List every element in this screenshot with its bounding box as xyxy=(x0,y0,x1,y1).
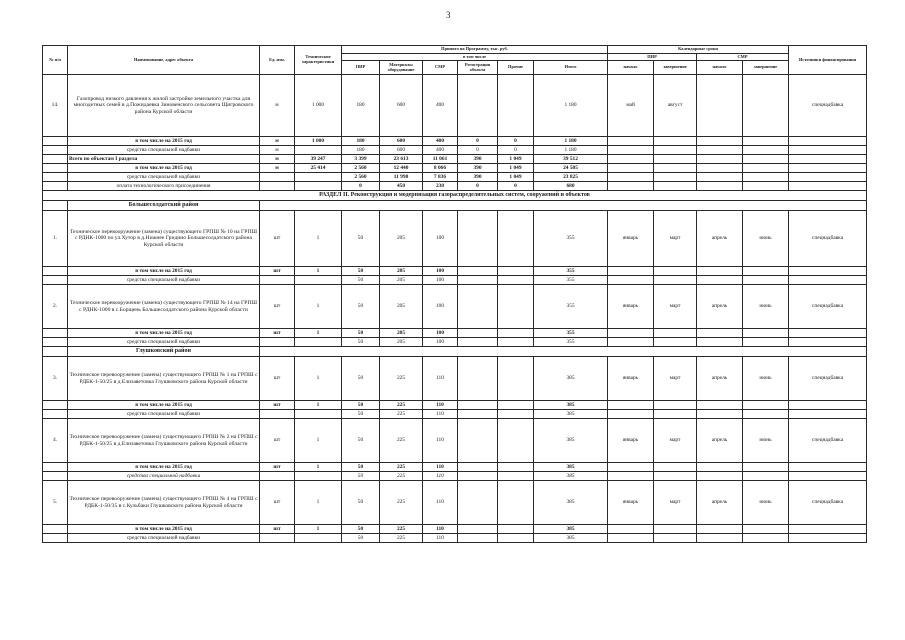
row-materials: 600 xyxy=(380,75,423,137)
row-total: 385 xyxy=(534,463,608,472)
row-smr: 110 xyxy=(423,525,458,534)
row-tech: 1 000 xyxy=(295,137,342,146)
row-tech: 1 000 xyxy=(295,75,342,137)
row-materials: 23 613 xyxy=(380,155,423,164)
row-label: средства специальной надбавки xyxy=(68,146,260,155)
row-tech: 1 xyxy=(295,285,342,329)
col-source-header: Источники финансирования xyxy=(789,46,867,75)
row-pir-end: март xyxy=(654,285,697,329)
row-materials: 225 xyxy=(380,410,423,419)
row-unit: шт xyxy=(260,419,295,463)
row-unit xyxy=(260,173,295,182)
row-tech: 1 xyxy=(295,211,342,267)
header-row-1 xyxy=(43,46,867,54)
row-materials: 205 xyxy=(380,267,423,276)
row-smr: 400 xyxy=(423,137,458,146)
table-row xyxy=(43,419,867,463)
row-label: средства специальной надбавки xyxy=(68,338,260,347)
row-source: спецнадбавка xyxy=(789,75,867,137)
row-materials: 205 xyxy=(380,276,423,285)
row-smr-start: апрель xyxy=(697,419,743,463)
row-reg xyxy=(458,75,498,137)
row-unit xyxy=(260,182,295,191)
row-total: 1 180 xyxy=(534,137,608,146)
row-label: средства специальной надбавки xyxy=(68,276,260,285)
row-num: 5. xyxy=(43,481,68,525)
row-tech: 1 xyxy=(295,267,342,276)
program-table xyxy=(42,45,867,543)
row-smr: 230 xyxy=(423,182,458,191)
table-row xyxy=(43,357,867,401)
row-pir: 50 xyxy=(342,525,380,534)
row-label: Всего по объектам I раздела xyxy=(68,155,260,164)
row-unit: м xyxy=(260,155,295,164)
row-reg: 0 xyxy=(458,146,498,155)
row-tech xyxy=(295,146,342,155)
row-pir: 50 xyxy=(342,338,380,347)
row-smr: 110 xyxy=(423,534,458,543)
row-smr: 100 xyxy=(423,276,458,285)
row-unit: шт xyxy=(260,525,295,534)
row-smr: 400 xyxy=(423,75,458,137)
row-total: 385 xyxy=(534,472,608,481)
row-pir: 50 xyxy=(342,463,380,472)
row-num: 2. xyxy=(43,285,68,329)
col-tech-header: Технические характеристики xyxy=(295,46,342,75)
row-smr: 110 xyxy=(423,401,458,410)
row-unit: м xyxy=(260,164,295,173)
row-smr: 100 xyxy=(423,285,458,329)
row-pir: 2 560 xyxy=(342,164,380,173)
row-total: 23 825 xyxy=(534,173,608,182)
col-total-header: Итого xyxy=(534,61,608,75)
row-label: средства специальной надбавки xyxy=(68,472,260,481)
row-smr: 110 xyxy=(423,419,458,463)
row-reg: 390 xyxy=(458,173,498,182)
row-reg: 390 xyxy=(458,164,498,173)
cal-pir-header: ПИР xyxy=(608,54,697,61)
row-label: в том числе на 2015 год xyxy=(68,401,260,410)
row-pir-end: март xyxy=(654,211,697,267)
row-label: в том числе на 2015 год xyxy=(68,267,260,276)
row-smr-start xyxy=(697,75,743,137)
cal-smr-header: СМР xyxy=(697,54,789,61)
row-unit: шт xyxy=(260,401,295,410)
row-pir: 2 560 xyxy=(342,173,380,182)
row-source: спецнадбавка xyxy=(789,419,867,463)
row-pir: 50 xyxy=(342,357,380,401)
row-materials: 205 xyxy=(380,338,423,347)
row-pir: 50 xyxy=(342,285,380,329)
row-total: 385 xyxy=(534,357,608,401)
row-smr: 110 xyxy=(423,410,458,419)
row-smr: 7 836 xyxy=(423,173,458,182)
row-materials: 225 xyxy=(380,419,423,463)
row-num: 14. xyxy=(43,75,68,137)
row-pir: 180 xyxy=(342,75,380,137)
row-materials: 205 xyxy=(380,285,423,329)
row-pir: 50 xyxy=(342,534,380,543)
row-pir: 0 xyxy=(342,182,380,191)
row-smr: 100 xyxy=(423,267,458,276)
row-num: 3. xyxy=(43,357,68,401)
row-materials: 205 xyxy=(380,329,423,338)
page-number: 3 xyxy=(446,10,451,20)
table-row-2015 xyxy=(43,267,867,276)
district-title: Большесолдатский район xyxy=(68,201,260,211)
row-pir: 50 xyxy=(342,276,380,285)
row-reg: 390 xyxy=(458,155,498,164)
row-source: спецнадбавка xyxy=(789,481,867,525)
row-smr-start: апрель xyxy=(697,357,743,401)
row-source: спецнадбавка xyxy=(789,357,867,401)
row-other xyxy=(498,75,534,137)
row-smr-end: июнь xyxy=(743,285,789,329)
row-tech: 1 xyxy=(295,357,342,401)
table-row-2015 xyxy=(43,401,867,410)
row-materials: 225 xyxy=(380,463,423,472)
row-smr-end xyxy=(743,75,789,137)
row-smr: 110 xyxy=(423,463,458,472)
table-row-special xyxy=(43,146,867,155)
row-name: Техническое перевооружение (замена) существующего ГРПШ № 1 на ГРПШ с РДБК-1-50/25 в д.Елизаветовка Глушковского района Курской области xyxy=(68,357,260,401)
row-smr-end: июнь xyxy=(743,419,789,463)
col-other-header: Прочие xyxy=(498,61,534,75)
row-smr-end: июнь xyxy=(743,211,789,267)
row-other: 1 049 xyxy=(498,173,534,182)
table-row-2015 xyxy=(43,463,867,472)
row-smr: 110 xyxy=(423,472,458,481)
table-row xyxy=(43,481,867,525)
table-row-2015 xyxy=(43,525,867,534)
row-name: Газопровод низкого давления к жилой застройке земельного участка для многодетных семей в д.Пожидаевка Зиновенского сельсовета Щигровского района Курской области xyxy=(68,75,260,137)
table-row-2015 xyxy=(43,329,867,338)
col-smr-start-header: начало xyxy=(697,61,743,75)
row-pir: 180 xyxy=(342,137,380,146)
table-row-special xyxy=(43,338,867,347)
calendar-header: Календарные сроки xyxy=(608,46,789,54)
row-pir-end: март xyxy=(654,357,697,401)
row-name: Техническое перевооружение (замена) существующего ГРПШ № 2 на ГРПШ с РДБК-1-50/25 в д.Елизаветовка Глушковского района Курской области xyxy=(68,419,260,463)
col-unit-header: Ед. изм. xyxy=(260,46,295,75)
col-pir-header: ПИР xyxy=(342,61,380,75)
row-smr: 110 xyxy=(423,357,458,401)
table-row xyxy=(43,211,867,267)
row-materials: 225 xyxy=(380,525,423,534)
row-pir-end: март xyxy=(654,419,697,463)
row-materials: 225 xyxy=(380,357,423,401)
row-unit: м xyxy=(260,146,295,155)
row-total: 24 505 xyxy=(534,164,608,173)
row-materials: 600 xyxy=(380,137,423,146)
row-label: в том числе на 2015 год xyxy=(68,463,260,472)
row-pir: 50 xyxy=(342,419,380,463)
row-materials: 225 xyxy=(380,534,423,543)
row-other: 0 xyxy=(498,137,534,146)
row-pir-end: август xyxy=(654,75,697,137)
row-label: в том числе на 2015 год xyxy=(68,525,260,534)
row-pir: 180 xyxy=(342,146,380,155)
row-unit: шт xyxy=(260,463,295,472)
row-materials: 225 xyxy=(380,401,423,410)
row-smr: 11 061 xyxy=(423,155,458,164)
row-materials: 205 xyxy=(380,211,423,267)
row-total: 385 xyxy=(534,525,608,534)
row-pir: 50 xyxy=(342,329,380,338)
table-row-special xyxy=(43,534,867,543)
row-pir: 3 399 xyxy=(342,155,380,164)
section1-special-row xyxy=(43,173,867,182)
row-pir: 50 xyxy=(342,472,380,481)
row-unit: шт xyxy=(260,285,295,329)
row-materials: 225 xyxy=(380,472,423,481)
col-pir-start-header: начало xyxy=(608,61,654,75)
row-source: спецнадбавка xyxy=(789,285,867,329)
row-name: Техническое перевооружение (замена) существующего ГРПШ № 4 на ГРПШ с РДБК-1-50/35 в с.Кульбаки Глушковского района Курской области xyxy=(68,481,260,525)
table-row-special xyxy=(43,410,867,419)
row-source: спецнадбавка xyxy=(789,211,867,267)
row-tech: 1 xyxy=(295,525,342,534)
row-pir-start: январь xyxy=(608,285,654,329)
row-label: в том числе на 2015 год xyxy=(68,137,260,146)
row-tech xyxy=(295,182,342,191)
row-num: 4. xyxy=(43,419,68,463)
row-total: 1 180 xyxy=(534,75,608,137)
row-total: 385 xyxy=(534,419,608,463)
table-row-2015 xyxy=(43,137,867,146)
row-tech: 1 xyxy=(295,419,342,463)
row-tech: 1 xyxy=(295,401,342,410)
district-title: Глушковский район xyxy=(68,347,260,357)
row-other: 1 049 xyxy=(498,155,534,164)
col-reg-header: Регистрация объекта xyxy=(458,61,498,75)
row-tech: 1 xyxy=(295,463,342,472)
row-smr-start: апрель xyxy=(697,211,743,267)
row-total: 355 xyxy=(534,285,608,329)
row-label: средства специальной надбавки xyxy=(68,173,260,182)
col-smr-end-header: завершение xyxy=(743,61,789,75)
row-other: 0 xyxy=(498,146,534,155)
row-total: 355 xyxy=(534,329,608,338)
row-total: 385 xyxy=(534,401,608,410)
row-total: 39 512 xyxy=(534,155,608,164)
row-materials: 600 xyxy=(380,146,423,155)
row-pir: 50 xyxy=(342,481,380,525)
row-other: 1 049 xyxy=(498,164,534,173)
row-total: 355 xyxy=(534,267,608,276)
col-smr-header: СМР xyxy=(423,61,458,75)
row-tech: 39 247 xyxy=(295,155,342,164)
row-num: 1. xyxy=(43,211,68,267)
row-smr: 400 xyxy=(423,146,458,155)
row-pir: 50 xyxy=(342,211,380,267)
section1-2015-row xyxy=(43,164,867,173)
row-pir: 50 xyxy=(342,267,380,276)
table-row xyxy=(43,285,867,329)
row-tech: 25 414 xyxy=(295,164,342,173)
funding-header: Принято на Программу, тыс. руб. xyxy=(342,46,608,54)
row-reg: 0 xyxy=(458,182,498,191)
row-total: 1 180 xyxy=(534,146,608,155)
row-smr: 100 xyxy=(423,211,458,267)
section2-title-row xyxy=(43,191,867,201)
row-total: 355 xyxy=(534,211,608,267)
row-tech: 1 xyxy=(295,481,342,525)
row-pir-end: март xyxy=(654,481,697,525)
col-pir-end-header: завершение xyxy=(654,61,697,75)
section1-connection-row xyxy=(43,182,867,191)
row-smr: 8 066 xyxy=(423,164,458,173)
row-pir-start: январь xyxy=(608,211,654,267)
row-unit: шт xyxy=(260,329,295,338)
row-smr-start: апрель xyxy=(697,481,743,525)
row-total: 385 xyxy=(534,534,608,543)
district-row xyxy=(43,201,867,211)
row-materials: 225 xyxy=(380,481,423,525)
row-smr-end: июнь xyxy=(743,481,789,525)
row-pir: 50 xyxy=(342,401,380,410)
row-unit: шт xyxy=(260,357,295,401)
row-name: Техническое перевооружение (замена) существующего ГРПШ № 10 на ГРПШ с РДНК-1000 по ул.Хутор в д.Нижнее Гридино Большесолдатского района Курской области xyxy=(68,211,260,267)
col-num-header: № п/п xyxy=(43,46,68,75)
row-total: 355 xyxy=(534,338,608,347)
row-smr: 100 xyxy=(423,338,458,347)
row-reg: 0 xyxy=(458,137,498,146)
section1-total-row xyxy=(43,155,867,164)
row-name: Техническое перевооружение (замена) существующего ГРПШ № 14 на ГРПШ с РДНК-1000 в с.Борщень Большесолдатского района Курской области xyxy=(68,285,260,329)
row-pir-start: январь xyxy=(608,357,654,401)
table-row xyxy=(43,75,867,137)
row-tech: 1 xyxy=(295,329,342,338)
section2-title: РАЗДЕЛ II. Реконструкция и модернизация газораспределительных систем, сооружений и объектов xyxy=(43,191,867,201)
row-total: 385 xyxy=(534,481,608,525)
col-materials-header: Материалы оборудование xyxy=(380,61,423,75)
row-smr-start: апрель xyxy=(697,285,743,329)
row-other: 0 xyxy=(498,182,534,191)
row-pir: 50 xyxy=(342,410,380,419)
row-smr: 100 xyxy=(423,329,458,338)
row-unit: м xyxy=(260,137,295,146)
incl-header: в том числе xyxy=(342,54,608,61)
row-unit: шт xyxy=(260,211,295,267)
row-pir-start: май xyxy=(608,75,654,137)
row-total: 385 xyxy=(534,410,608,419)
row-materials: 12 440 xyxy=(380,164,423,173)
row-unit: шт xyxy=(260,267,295,276)
district-row xyxy=(43,347,867,357)
row-smr-end: июнь xyxy=(743,357,789,401)
row-pir-start: январь xyxy=(608,419,654,463)
col-name-header: Наименование, адрес объекта xyxy=(68,46,260,75)
row-total: 680 xyxy=(534,182,608,191)
row-materials: 450 xyxy=(380,182,423,191)
row-unit: шт xyxy=(260,481,295,525)
row-materials: 11 990 xyxy=(380,173,423,182)
row-label: оплата технологического присоединения xyxy=(68,182,260,191)
row-unit: м xyxy=(260,75,295,137)
row-label: в том числе на 2015 год xyxy=(68,329,260,338)
row-label: средства специальной надбавки xyxy=(68,534,260,543)
row-tech xyxy=(295,173,342,182)
row-label: средства специальной надбавки xyxy=(68,410,260,419)
table-row-special xyxy=(43,472,867,481)
row-total: 355 xyxy=(534,276,608,285)
table-row-special xyxy=(43,276,867,285)
row-smr: 110 xyxy=(423,481,458,525)
row-pir-start: январь xyxy=(608,481,654,525)
row-label: в том числе на 2015 год xyxy=(68,164,260,173)
